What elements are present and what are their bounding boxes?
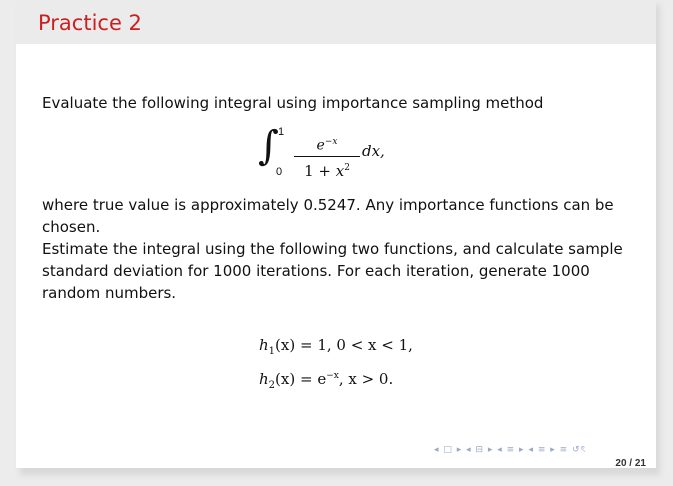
instructions-text: Estimate the integral using the following two functions, and calculate sample standard deviation for 1000 iterations. For each iteration, generate 1000 random numbers. bbox=[42, 240, 623, 302]
intro-text: Evaluate the following integral using importance sampling method bbox=[42, 94, 544, 112]
fraction-denominator: $1 + x^2$ bbox=[304, 161, 350, 180]
fraction-bar bbox=[294, 156, 360, 157]
integral-upper-limit: 1 bbox=[278, 126, 285, 138]
beamer-navigation-icons[interactable]: ◂ □ ▸ ◂ ⊟ ▸ ◂ ≡ ▸ ◂ ≡ ▸ ≡ ↺ৎ bbox=[434, 445, 587, 455]
page-number: 20 / 21 bbox=[615, 458, 646, 468]
integral-differential: dx, bbox=[362, 142, 385, 160]
slide-title: Practice 2 bbox=[38, 11, 142, 35]
integral-formula bbox=[258, 123, 458, 184]
integral-lower-limit: 0 bbox=[276, 166, 283, 178]
fraction-numerator: $e^{-x}$ bbox=[316, 137, 338, 154]
h1-equation: $h_1(x) = 1$, 0 < x < 1, bbox=[259, 336, 413, 357]
true-value-text: where true value is approximately 0.5247. Any importance functions can be chosen. bbox=[42, 196, 614, 236]
body-paragraph bbox=[42, 194, 642, 304]
slide bbox=[16, 0, 656, 468]
frame-title-bar bbox=[16, 0, 656, 44]
h2-equation: $h_2(x) = e^{-x}$, x > 0. bbox=[259, 370, 394, 391]
importance-functions bbox=[259, 333, 519, 398]
integral-sign: ∫ bbox=[258, 123, 279, 169]
integrand-fraction bbox=[292, 133, 362, 181]
